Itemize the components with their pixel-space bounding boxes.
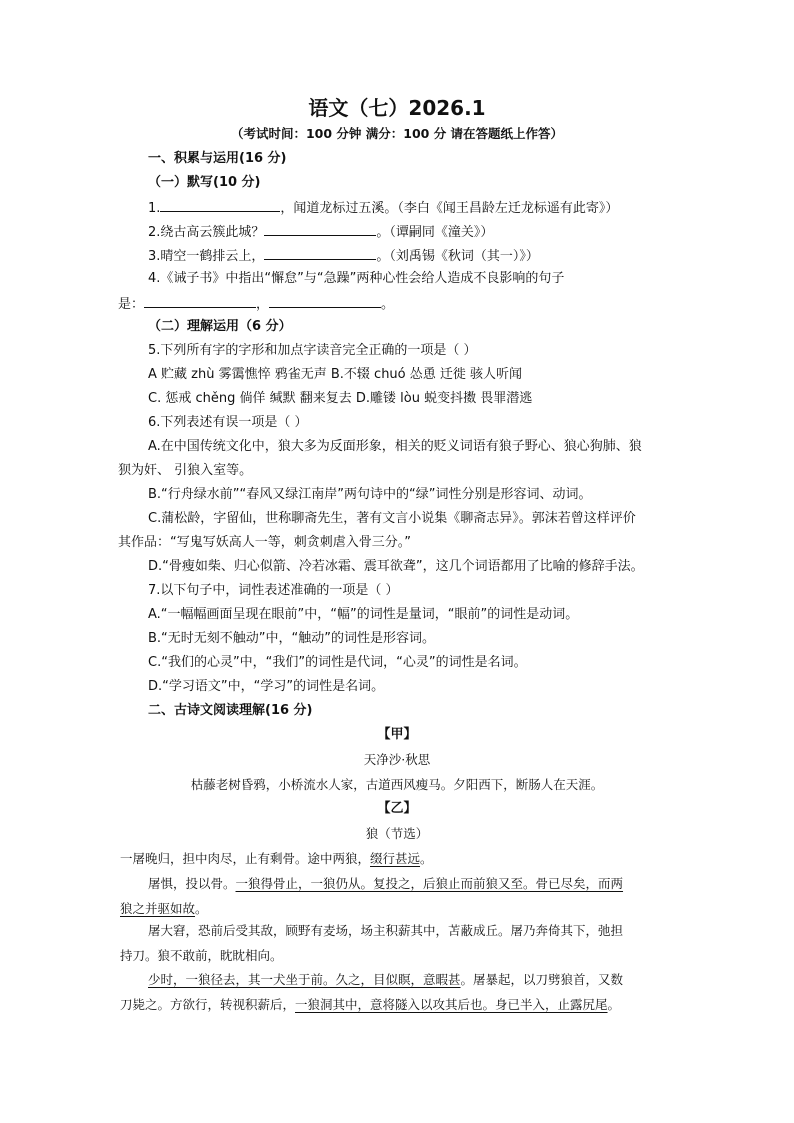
prose-paragraph-4-line-1	[148, 971, 623, 989]
prose-text: 。	[420, 851, 433, 866]
answer-blank	[269, 294, 381, 308]
answer-blank	[264, 246, 376, 260]
passage-jia-label: 【甲】	[377, 727, 417, 742]
question-5-stem: 5.下列所有字的字形和加点字读音完全正确的一项是（ ）	[148, 343, 477, 358]
poem-title: 天净沙·秋思	[363, 752, 431, 767]
question-2-tail: 。（谭嗣同《潼关》）	[376, 225, 494, 240]
part-1-heading: （一）默写(10 分)	[148, 175, 261, 190]
question-7-option-c: C.“我们的心灵”中，“我们”的词性是代词，“心灵”的词性是名词。	[148, 655, 527, 670]
question-6-option-a-line-1: A.在中国传统文化中，狼大多为反面形象，相关的贬义词语有狼子野心、狼心狗肺、狼	[148, 439, 642, 454]
prose-paragraph-2-line-2	[120, 900, 208, 918]
question-6-option-a-line-2: 狈为奸、 引狼入室等。	[118, 463, 253, 478]
question-1	[148, 198, 618, 218]
prose-title: 狼（节选）	[365, 826, 429, 841]
question-7-option-a: A.“一幅幅画面呈现在眼前”中，“幅”的词性是量词，“眼前”的词性是动词。	[148, 607, 579, 622]
question-7-option-d: D.“学习语文”中，“学习”的词性是名词。	[148, 679, 385, 694]
question-2-text: 2.绕古高云簇此城？	[148, 225, 265, 240]
question-7-option-b: B.“无时无刻不触动”中，“触动”的词性是形容词。	[148, 631, 435, 646]
answer-blank	[144, 294, 256, 308]
question-4-prefix: 是：	[118, 297, 145, 312]
prose-paragraph-1	[120, 850, 433, 868]
prose-text: 。	[607, 997, 621, 1012]
question-6-option-b: B.“行舟绿水前”“春风又绿江南岸”两句诗中的“绿”词性分别是形容词、动词。	[148, 487, 592, 502]
poem-text: 枯藤老树昏鸦，小桥流水人家，古道西风瘦马。夕阳西下，断肠人在天涯。	[190, 777, 604, 792]
question-4-line-2	[118, 294, 394, 314]
prose-paragraph-3-line-1: 屠大窘，恐前后受其敌，顾野有麦场，场主积薪其中，苫蔽成丘。屠乃奔倚其下，弛担	[148, 923, 624, 938]
exam-info: （考试时间：100 分钟 满分：100 分 请在答题纸上作答）	[230, 126, 564, 141]
question-5-options-cd: C. 惩戒 chěng 倘佯 缄默 翻来复去 D.雕镂 lòu 蜕变抖擞 畏罪潜逃	[148, 391, 533, 406]
prose-text: 。屠暴起，以刀劈狼首，又数	[460, 972, 624, 987]
question-3	[148, 246, 539, 266]
underlined-phrase: 一狼洞其中，意将隧入以攻其后也。身已半入，止露尻尾	[295, 997, 608, 1012]
part-2-heading: （二）理解运用（6 分）	[148, 319, 292, 334]
section-2-heading: 二、古诗文阅读理解(16 分)	[148, 703, 313, 718]
question-4-end: 。	[381, 297, 395, 312]
underlined-phrase: 狼之并驱如故	[120, 901, 196, 916]
answer-blank	[264, 222, 376, 236]
question-6-option-d: D.“骨瘦如柴、归心似箭、冷若冰霜、震耳欲聋”，这几个词语都用了比喻的修辞手法。	[148, 559, 644, 574]
prose-paragraph-3-line-2: 持刀。狼不敢前，眈眈相向。	[120, 948, 283, 963]
question-7-stem: 7.以下句子中，词性表述准确的一项是（ ）	[148, 583, 399, 598]
underlined-phrase: 少时，一狼径去，其一犬坐于前。久之，目似瞑，意暇甚	[148, 972, 461, 987]
underlined-phrase: 一狼得骨止，一狼仍从。复投之，后狼止而前狼又至。骨已尽矣，而两	[235, 876, 624, 891]
question-2	[148, 222, 493, 242]
question-4-sep: ，	[256, 297, 270, 312]
question-6-option-c-line-2: 其作品：“写鬼写妖高人一等，刺贪刺虐入骨三分。”	[118, 535, 411, 550]
prose-paragraph-2-line-1	[148, 875, 623, 893]
section-1-heading: 一、积累与运用(16 分)	[148, 151, 287, 166]
question-4-line-1: 4.《诫子书》中指出“懈怠”与“急躁”两种心性会给人造成不良影响的句子	[148, 271, 565, 286]
question-6-option-c-line-1: C.蒲松龄，字留仙，世称聊斋先生，著有文言小说集《聊斋志异》。郭沫若曾这样评价	[148, 511, 636, 526]
prose-paragraph-4-line-2	[120, 996, 620, 1014]
exam-title: 语文（七）2026.1	[308, 96, 486, 120]
question-1-text: ，闻道龙标过五溪。（李白《闻王昌龄左迁龙标遥有此寄》）	[280, 201, 619, 216]
answer-blank	[160, 198, 280, 212]
question-3-text: 3.晴空一鹤排云上，	[148, 249, 265, 264]
prose-text: 一屠晚归，担中肉尽，止有剩骨。途中两狼，	[120, 851, 371, 866]
prose-text: 刀毙之。方欲行，转视积薪后，	[120, 997, 296, 1012]
question-6-stem: 6.下列表述有误一项是（ ）	[148, 415, 308, 430]
underlined-phrase: 缀行甚远	[370, 851, 421, 866]
passage-yi-label: 【乙】	[377, 801, 417, 816]
question-5-options-ab: A 贮藏 zhù 雾霭憔悴 鸦雀无声 B.不辍 chuó 怂恿 迁徙 骇人听闻	[148, 367, 523, 382]
question-1-number: 1.	[148, 201, 161, 216]
prose-text: 屠惧，投以骨。	[148, 876, 236, 891]
question-3-tail: 。（刘禹锡《秋词（其一）》）	[376, 249, 539, 264]
prose-text: 。	[195, 901, 208, 916]
